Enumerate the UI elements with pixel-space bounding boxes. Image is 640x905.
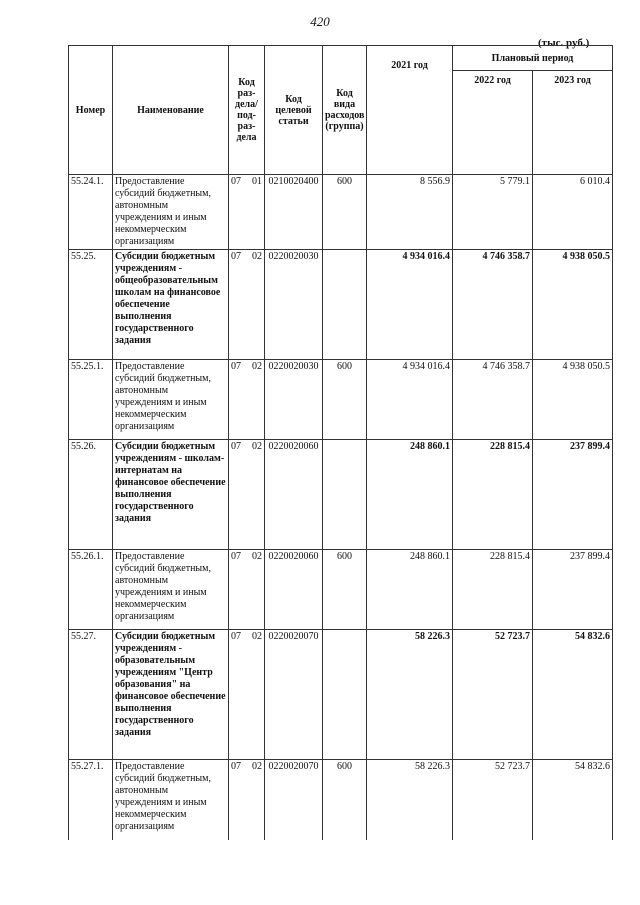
row-number: 55.26.1. (69, 550, 113, 630)
row-amount-2022: 52 723.7 (453, 760, 533, 840)
table-row (69, 630, 613, 760)
subsection-code: 02 (252, 551, 262, 562)
row-number: 55.26. (69, 440, 113, 550)
units-label: (тыс. руб.) (538, 37, 590, 49)
row-expense-code: 600 (323, 175, 367, 250)
row-name: Предоставление субсидий бюджетным, автономным учреждениям и иным некоммерческим организациям (113, 175, 229, 250)
row-amount-2023: 4 938 050.5 (533, 250, 613, 360)
row-number: 55.27.1. (69, 760, 113, 840)
header-2022: 2022 год (453, 71, 533, 175)
row-amount-2023: 4 938 050.5 (533, 360, 613, 440)
row-amount-2023: 54 832.6 (533, 630, 613, 760)
row-amount-2022: 4 746 358.7 (453, 250, 533, 360)
row-name: Предоставление субсидий бюджетным, автономным учреждениям и иным некоммерческим организациям (113, 360, 229, 440)
row-amount-2022: 5 779.1 (453, 175, 533, 250)
row-amount-2021: 248 860.1 (367, 440, 453, 550)
row-target-code: 0210020400 (265, 175, 323, 250)
header-target-code: Код целевой статьи (265, 46, 323, 175)
row-section-code (229, 550, 265, 630)
subsection-code: 02 (252, 251, 262, 262)
subsection-code: 02 (252, 631, 262, 642)
header-2023: 2023 год (533, 71, 613, 175)
row-expense-code: 600 (323, 360, 367, 440)
subsection-code: 01 (252, 176, 262, 187)
row-amount-2022: 4 746 358.7 (453, 360, 533, 440)
row-number: 55.25. (69, 250, 113, 360)
row-expense-code: 600 (323, 550, 367, 630)
row-name: Предоставление субсидий бюджетным, автономным учреждениям и иным некоммерческим организациям (113, 760, 229, 840)
row-target-code: 0220020030 (265, 250, 323, 360)
section-code: 07 (231, 361, 241, 372)
row-name: Субсидии бюджетным учреждениям - общеобразовательным школам на финансовое обеспечение выполнения государственного задания (113, 250, 229, 360)
section-code: 07 (231, 176, 241, 187)
table-row (69, 360, 613, 440)
subsection-code: 02 (252, 761, 262, 772)
row-section-code (229, 630, 265, 760)
header-expense-code: Код вида расходов (группа) (323, 46, 367, 175)
row-amount-2022: 228 815.4 (453, 550, 533, 630)
row-number: 55.25.1. (69, 360, 113, 440)
row-target-code: 0220020070 (265, 630, 323, 760)
row-amount-2021: 4 934 016.4 (367, 250, 453, 360)
row-name: Субсидии бюджетным учреждениям - школам-интернатам на финансовое обеспечение выполнения государственного задания (113, 440, 229, 550)
table-row (69, 250, 613, 360)
subsection-code: 02 (252, 441, 262, 452)
row-section-code (229, 175, 265, 250)
subsection-code: 02 (252, 361, 262, 372)
row-expense-code (323, 630, 367, 760)
row-target-code: 0220020060 (265, 550, 323, 630)
section-code: 07 (231, 251, 241, 262)
row-number: 55.27. (69, 630, 113, 760)
header-name: Наименование (113, 46, 229, 175)
row-number: 55.24.1. (69, 175, 113, 250)
row-amount-2021: 4 934 016.4 (367, 360, 453, 440)
row-expense-code: 600 (323, 760, 367, 840)
row-amount-2021: 58 226.3 (367, 760, 453, 840)
table-row (69, 175, 613, 250)
row-name: Субсидии бюджетным учреждениям - образовательным учреждениям "Центр образования" на финансовое обеспечение выполнения государственного задания (113, 630, 229, 760)
row-name: Предоставление субсидий бюджетным, автономным учреждениям и иным некоммерческим организациям (113, 550, 229, 630)
row-section-code (229, 250, 265, 360)
header-number: Номер (69, 46, 113, 175)
row-amount-2021: 58 226.3 (367, 630, 453, 760)
row-amount-2021: 248 860.1 (367, 550, 453, 630)
section-code: 07 (231, 631, 241, 642)
row-amount-2023: 237 899.4 (533, 550, 613, 630)
row-section-code (229, 360, 265, 440)
header-section-code: Код раз-дела/ под-раз-дела (229, 46, 265, 175)
section-code: 07 (231, 551, 241, 562)
row-amount-2022: 228 815.4 (453, 440, 533, 550)
row-target-code: 0220020030 (265, 360, 323, 440)
row-target-code: 0220020060 (265, 440, 323, 550)
row-section-code (229, 760, 265, 840)
row-amount-2021: 8 556.9 (367, 175, 453, 250)
row-amount-2023: 54 832.6 (533, 760, 613, 840)
row-section-code (229, 440, 265, 550)
row-expense-code (323, 250, 367, 360)
row-amount-2023: 6 010.4 (533, 175, 613, 250)
header-planned-period: Плановый период (453, 46, 613, 71)
table-row (69, 550, 613, 630)
row-expense-code (323, 440, 367, 550)
table-row (69, 440, 613, 550)
section-code: 07 (231, 761, 241, 772)
header-2021: 2021 год (367, 46, 453, 175)
budget-table (68, 45, 613, 840)
row-amount-2022: 52 723.7 (453, 630, 533, 760)
page-number: 420 (310, 14, 330, 29)
table-body (69, 175, 613, 840)
section-code: 07 (231, 441, 241, 452)
row-target-code: 0220020070 (265, 760, 323, 840)
row-amount-2023: 237 899.4 (533, 440, 613, 550)
table-row (69, 760, 613, 840)
